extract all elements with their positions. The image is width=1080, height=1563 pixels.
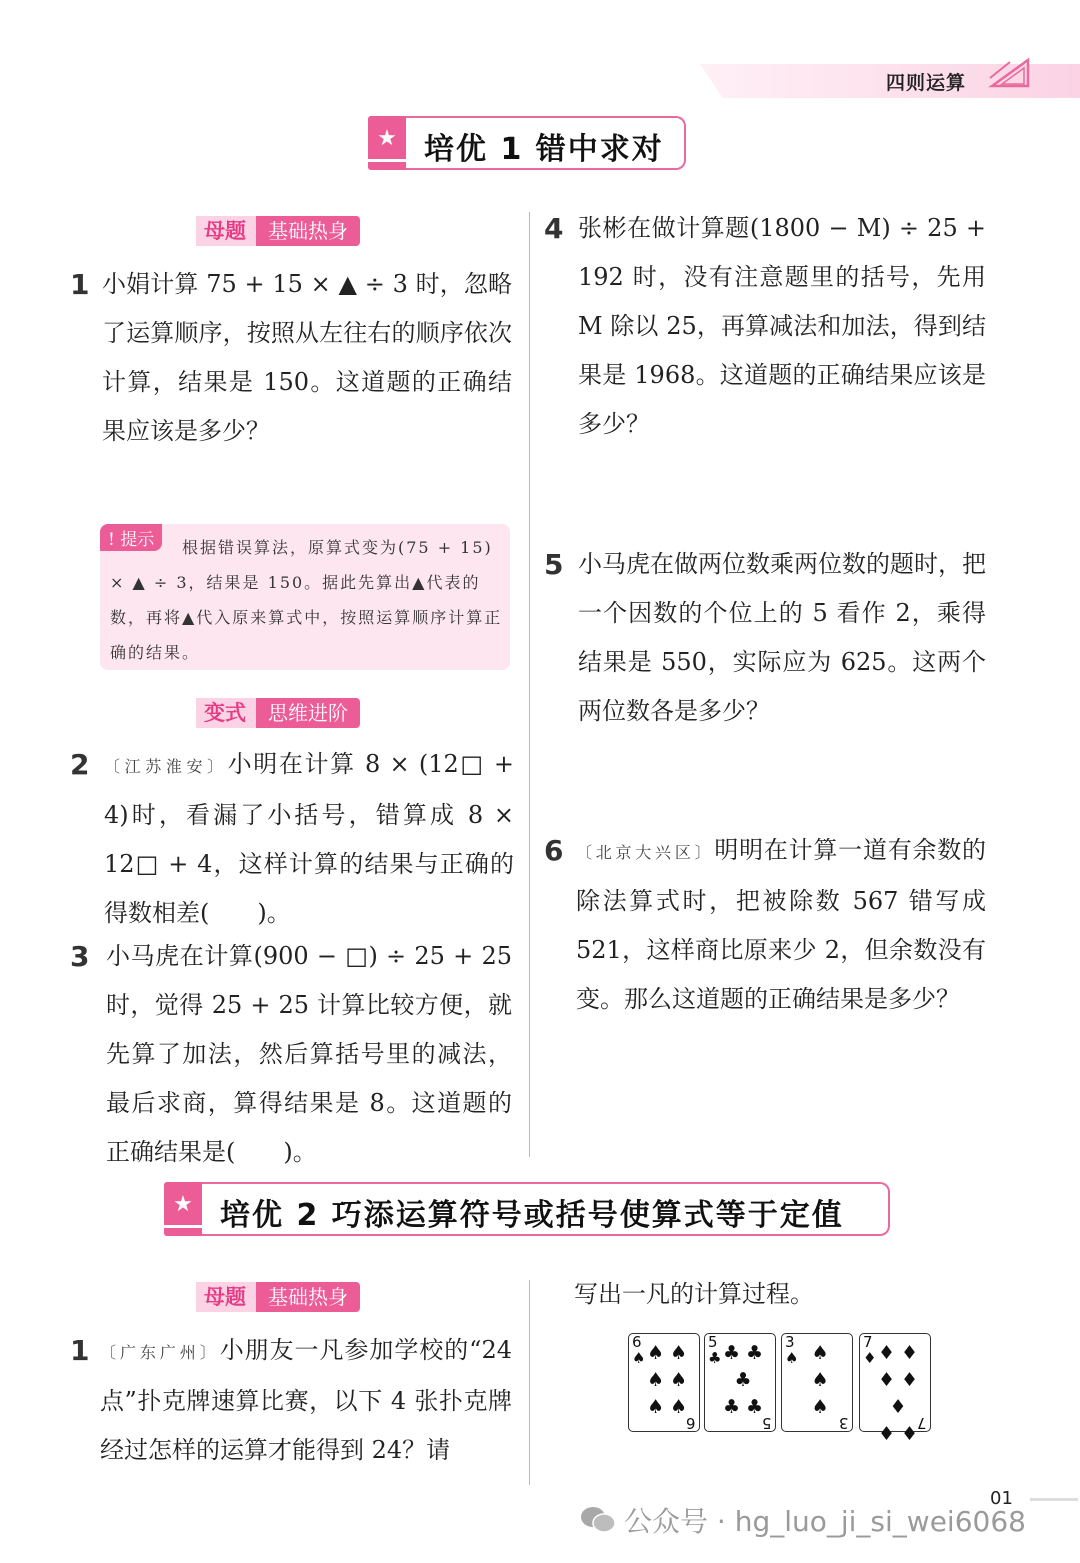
diamond-icon: ♦ ♦ ♦ ♦ ♦ ♦ ♦: [877, 1342, 919, 1445]
problem-number: 1: [70, 1334, 90, 1367]
club-icon: ♣ ♣ ♣ ♣ ♣: [722, 1342, 764, 1418]
hint-box: [100, 524, 510, 670]
playing-card-3-spades: 3 ♠ ♠ ♠ ♠ 3: [781, 1333, 853, 1432]
problem-number: 5: [544, 548, 564, 581]
hint-text: 根据错误算法，原算式变为(75 + 15) × ▲ ÷ 3，结果是 150。据此先算出▲代表的数，再将▲代入原来算式中，按照运算顺序计算正确的结果。: [110, 538, 503, 662]
problem-number: 6: [544, 834, 564, 867]
problem-5-text: 小马虎在做两位数乘两位数的题时，把一个因数的个位上的 5 看作 2，乘得结果是 550，实际应为 625。这两个两位数各是多少？: [578, 550, 986, 725]
spade-icon: ♠ ♠ ♠ ♠ ♠ ♠: [646, 1342, 688, 1418]
tag-basic-warmup: 母题 基础热身: [196, 1282, 360, 1312]
section-2-continuation-text: 写出一凡的计算过程。: [574, 1280, 814, 1308]
tag-variant-advanced: 变式 思维进阶: [196, 698, 360, 728]
playing-card-6-spades: 6 ♠ ♠ ♠ ♠ ♠ ♠ ♠ 6: [628, 1333, 700, 1432]
problem-number: 4: [544, 212, 564, 245]
playing-card-7-diamonds: 7 ♦ ♦ ♦ ♦ ♦ ♦ ♦ ♦ 7: [859, 1333, 931, 1432]
problem-2-source: 〔江苏淮安〕: [104, 757, 228, 776]
page-number-line: [1030, 1498, 1078, 1501]
problem-2-text: 〔江苏淮安〕小明在计算 8 × (12□ + 4)时，看漏了小括号，错算成 8 × 12□ + 4，这样计算的结果与正确的得数相差( )。: [104, 750, 514, 927]
tag-basic-warmup: 母题 基础热身: [196, 216, 360, 246]
section-2-title: 培优 2 巧添运算符号或括号使算式等于定值: [220, 1198, 844, 1233]
problem-4-text: 张彬在做计算题(1800 − M) ÷ 25 + 192 时，没有注意题里的括号，先用 M 除以 25，再算减法和加法，得到结果是 1968。这道题的正确结果应该是多少？: [578, 214, 986, 438]
problem-6-source: 〔北京大兴区〕: [576, 843, 715, 862]
problem-1-text: 小娟计算 75 + 15 × ▲ ÷ 3 时，忽略了运算顺序，按照从左往右的顺序依次计算，结果是 150。这道题的正确结果应该是多少？: [102, 270, 512, 445]
page-number: 01: [990, 1488, 1013, 1509]
section-2-problem-1-text: 〔广东广州〕小朋友一凡参加学校的“24 点”扑克牌速算比赛，以下 4 张扑克牌经过怎样的运算才能得到 24？请: [100, 1336, 512, 1464]
problem-6-text: 〔北京大兴区〕明明在计算一道有余数的除法算式时，把被除数 567 错写成 521，这样商比原来少 2，但余数没有变。那么这道题的正确结果是多少？: [576, 836, 986, 1013]
column-divider: [529, 212, 530, 1157]
star-icon: ★: [368, 116, 406, 170]
spade-icon: ♠ ♠ ♠: [811, 1342, 829, 1418]
watermark: 公众号 · hg_luo_ji_si_wei6068: [624, 1505, 1026, 1538]
problem-3-text: 小马虎在计算(900 − □) ÷ 25 + 25时，觉得 25 + 25 计算比较方便，就先算了加法，然后算括号里的减法，最后求商，算得结果是 8。这道题的正确结果是( )。: [106, 942, 512, 1166]
set-square-ruler-icon: [988, 56, 1032, 90]
wechat-icon: [580, 1505, 616, 1535]
playing-card-5-clubs: 5 ♣ ♣ ♣ ♣ ♣ ♣ 5: [704, 1333, 776, 1432]
section-2-banner: [166, 1182, 890, 1236]
problem-number: 1: [70, 268, 90, 301]
star-icon: ★: [164, 1182, 202, 1236]
hint-label: ! 提示: [100, 524, 162, 551]
section-1-title: 培优 1 错中求对: [424, 132, 664, 167]
problem-number: 2: [70, 748, 90, 781]
problem-number: 3: [70, 940, 90, 973]
column-divider: [529, 1280, 530, 1485]
section-1-banner: [370, 116, 686, 170]
section-2-problem-1-source: 〔广东广州〕: [100, 1343, 220, 1362]
chapter-title: 四则运算: [886, 72, 967, 94]
